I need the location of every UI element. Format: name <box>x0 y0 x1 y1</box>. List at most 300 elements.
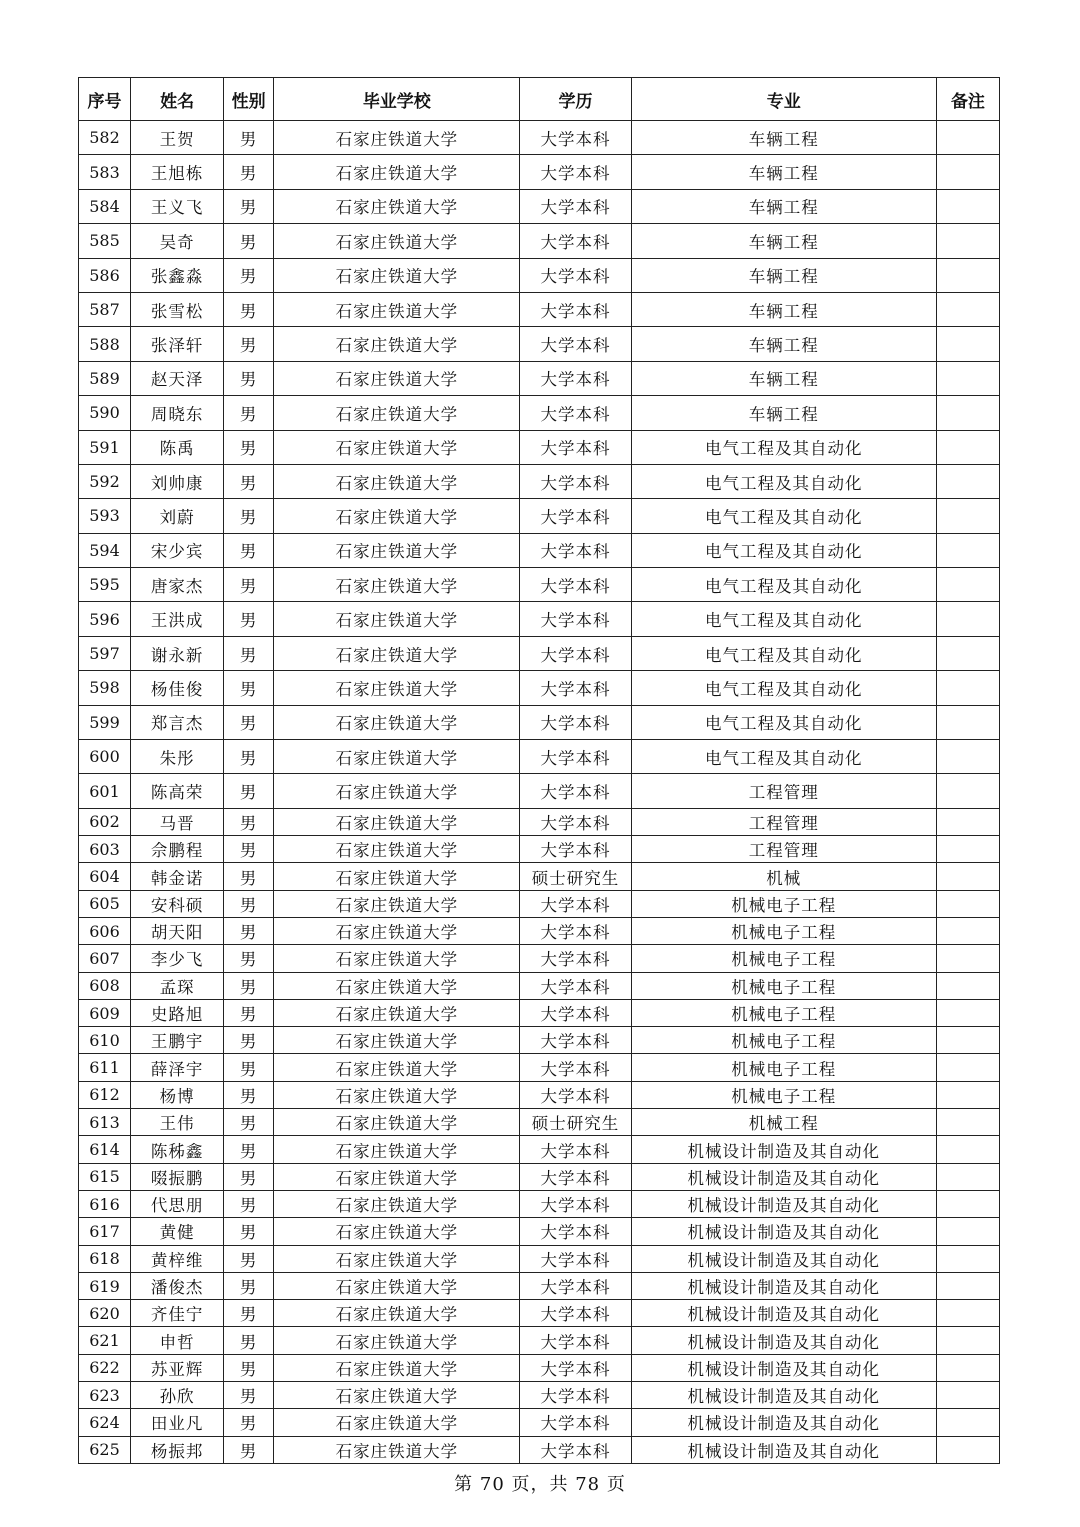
serial-cell: 618 <box>79 1245 131 1272</box>
major-cell: 机械电子工程 <box>631 1081 936 1108</box>
table-row <box>79 774 1000 808</box>
name-cell: 杨佳俊 <box>131 671 224 705</box>
major-cell: 机械电子工程 <box>631 890 936 917</box>
serial-cell: 617 <box>79 1218 131 1245</box>
gender-cell: 男 <box>224 774 274 808</box>
degree-cell: 大学本科 <box>520 327 631 361</box>
school-cell: 石家庄铁道大学 <box>274 1163 520 1190</box>
major-cell: 机械设计制造及其自动化 <box>631 1163 936 1190</box>
name-cell: 张泽轩 <box>131 327 224 361</box>
roster-table <box>78 77 1000 1464</box>
remarks-cell <box>936 1245 999 1272</box>
name-cell: 杨博 <box>131 1081 224 1108</box>
table-row <box>79 1327 1000 1354</box>
gender-cell: 男 <box>224 1136 274 1163</box>
remarks-cell <box>936 945 999 972</box>
name-cell: 王鹏宇 <box>131 1027 224 1054</box>
degree-cell: 大学本科 <box>520 890 631 917</box>
table-row <box>79 1081 1000 1108</box>
major-cell: 机械设计制造及其自动化 <box>631 1354 936 1381</box>
degree-cell: 硕士研究生 <box>520 863 631 890</box>
gender-cell: 男 <box>224 918 274 945</box>
name-cell: 申哲 <box>131 1327 224 1354</box>
degree-cell: 大学本科 <box>520 189 631 223</box>
name-cell: 陈禹 <box>131 430 224 464</box>
major-cell: 机械设计制造及其自动化 <box>631 1327 936 1354</box>
gender-cell: 男 <box>224 1054 274 1081</box>
degree-cell: 大学本科 <box>520 918 631 945</box>
degree-cell: 大学本科 <box>520 499 631 533</box>
serial-cell: 611 <box>79 1054 131 1081</box>
major-cell: 车辆工程 <box>631 327 936 361</box>
serial-cell: 586 <box>79 258 131 292</box>
school-cell: 石家庄铁道大学 <box>274 464 520 498</box>
major-cell: 机械设计制造及其自动化 <box>631 1218 936 1245</box>
remarks-cell <box>936 1218 999 1245</box>
degree-cell: 大学本科 <box>520 430 631 464</box>
serial-cell: 619 <box>79 1272 131 1299</box>
table-row <box>79 705 1000 739</box>
table-row <box>79 1109 1000 1136</box>
school-cell: 石家庄铁道大学 <box>274 1054 520 1081</box>
serial-cell: 591 <box>79 430 131 464</box>
remarks-cell <box>936 224 999 258</box>
school-cell: 石家庄铁道大学 <box>274 189 520 223</box>
school-cell: 石家庄铁道大学 <box>274 155 520 189</box>
table-row <box>79 918 1000 945</box>
remarks-cell <box>936 292 999 326</box>
header-remarks: 备注 <box>936 78 999 121</box>
gender-cell: 男 <box>224 1109 274 1136</box>
remarks-cell <box>936 602 999 636</box>
serial-cell: 599 <box>79 705 131 739</box>
remarks-cell <box>936 258 999 292</box>
serial-cell: 613 <box>79 1109 131 1136</box>
serial-cell: 585 <box>79 224 131 258</box>
gender-cell: 男 <box>224 1272 274 1299</box>
degree-cell: 大学本科 <box>520 1245 631 1272</box>
degree-cell: 大学本科 <box>520 774 631 808</box>
school-cell: 石家庄铁道大学 <box>274 999 520 1026</box>
name-cell: 苏亚辉 <box>131 1354 224 1381</box>
name-cell: 史路旭 <box>131 999 224 1026</box>
major-cell: 机械电子工程 <box>631 918 936 945</box>
remarks-cell <box>936 464 999 498</box>
table-row <box>79 224 1000 258</box>
degree-cell: 大学本科 <box>520 602 631 636</box>
degree-cell: 大学本科 <box>520 1190 631 1217</box>
remarks-cell <box>936 1354 999 1381</box>
school-cell: 石家庄铁道大学 <box>274 705 520 739</box>
gender-cell: 男 <box>224 836 274 863</box>
remarks-cell <box>936 361 999 395</box>
serial-cell: 582 <box>79 121 131 155</box>
degree-cell: 大学本科 <box>520 1300 631 1327</box>
major-cell: 电气工程及其自动化 <box>631 568 936 602</box>
gender-cell: 男 <box>224 292 274 326</box>
degree-cell: 大学本科 <box>520 1327 631 1354</box>
gender-cell: 男 <box>224 972 274 999</box>
table-row <box>79 836 1000 863</box>
degree-cell: 大学本科 <box>520 740 631 774</box>
serial-cell: 594 <box>79 533 131 567</box>
name-cell: 薛泽宇 <box>131 1054 224 1081</box>
remarks-cell <box>936 189 999 223</box>
gender-cell: 男 <box>224 602 274 636</box>
school-cell: 石家庄铁道大学 <box>274 671 520 705</box>
degree-cell: 大学本科 <box>520 671 631 705</box>
degree-cell: 大学本科 <box>520 396 631 430</box>
header-school: 毕业学校 <box>274 78 520 121</box>
degree-cell: 大学本科 <box>520 1382 631 1409</box>
gender-cell: 男 <box>224 671 274 705</box>
gender-cell: 男 <box>224 1354 274 1381</box>
table-row <box>79 430 1000 464</box>
serial-cell: 612 <box>79 1081 131 1108</box>
table-row <box>79 972 1000 999</box>
remarks-cell <box>936 671 999 705</box>
remarks-cell <box>936 155 999 189</box>
table-row <box>79 1300 1000 1327</box>
major-cell: 工程管理 <box>631 808 936 835</box>
school-cell: 石家庄铁道大学 <box>274 292 520 326</box>
gender-cell: 男 <box>224 224 274 258</box>
gender-cell: 男 <box>224 705 274 739</box>
name-cell: 黄梓维 <box>131 1245 224 1272</box>
degree-cell: 大学本科 <box>520 808 631 835</box>
major-cell: 机械电子工程 <box>631 972 936 999</box>
serial-cell: 625 <box>79 1436 131 1463</box>
school-cell: 石家庄铁道大学 <box>274 1272 520 1299</box>
remarks-cell <box>936 1109 999 1136</box>
header-name: 姓名 <box>131 78 224 121</box>
school-cell: 石家庄铁道大学 <box>274 890 520 917</box>
table-row <box>79 1354 1000 1381</box>
remarks-cell <box>936 1300 999 1327</box>
remarks-cell <box>936 890 999 917</box>
serial-cell: 590 <box>79 396 131 430</box>
name-cell: 安科硕 <box>131 890 224 917</box>
name-cell: 周晓东 <box>131 396 224 430</box>
serial-cell: 606 <box>79 918 131 945</box>
table-row <box>79 396 1000 430</box>
major-cell: 电气工程及其自动化 <box>631 499 936 533</box>
name-cell: 马晋 <box>131 808 224 835</box>
remarks-cell <box>936 430 999 464</box>
name-cell: 王旭栋 <box>131 155 224 189</box>
name-cell: 陈秭鑫 <box>131 1136 224 1163</box>
degree-cell: 硕士研究生 <box>520 1109 631 1136</box>
serial-cell: 616 <box>79 1190 131 1217</box>
header-gender: 性别 <box>224 78 274 121</box>
degree-cell: 大学本科 <box>520 636 631 670</box>
table-header <box>79 78 1000 121</box>
degree-cell: 大学本科 <box>520 533 631 567</box>
page-footer: 第 70 页，共 78 页 <box>454 1474 626 1495</box>
serial-cell: 610 <box>79 1027 131 1054</box>
major-cell: 车辆工程 <box>631 361 936 395</box>
remarks-cell <box>936 836 999 863</box>
degree-cell: 大学本科 <box>520 1054 631 1081</box>
remarks-cell <box>936 636 999 670</box>
gender-cell: 男 <box>224 258 274 292</box>
degree-cell: 大学本科 <box>520 464 631 498</box>
gender-cell: 男 <box>224 430 274 464</box>
name-cell: 孟琛 <box>131 972 224 999</box>
remarks-cell <box>936 999 999 1026</box>
gender-cell: 男 <box>224 533 274 567</box>
remarks-cell <box>936 1327 999 1354</box>
table-row <box>79 258 1000 292</box>
school-cell: 石家庄铁道大学 <box>274 396 520 430</box>
table-row <box>79 999 1000 1026</box>
name-cell: 刘帅康 <box>131 464 224 498</box>
major-cell: 电气工程及其自动化 <box>631 705 936 739</box>
major-cell: 机械工程 <box>631 1109 936 1136</box>
gender-cell: 男 <box>224 155 274 189</box>
gender-cell: 男 <box>224 636 274 670</box>
serial-cell: 608 <box>79 972 131 999</box>
degree-cell: 大学本科 <box>520 224 631 258</box>
school-cell: 石家庄铁道大学 <box>274 1081 520 1108</box>
table-row <box>79 1436 1000 1463</box>
table-row <box>79 155 1000 189</box>
table-row <box>79 361 1000 395</box>
remarks-cell <box>936 327 999 361</box>
school-cell: 石家庄铁道大学 <box>274 1027 520 1054</box>
school-cell: 石家庄铁道大学 <box>274 568 520 602</box>
gender-cell: 男 <box>224 945 274 972</box>
degree-cell: 大学本科 <box>520 999 631 1026</box>
remarks-cell <box>936 396 999 430</box>
degree-cell: 大学本科 <box>520 972 631 999</box>
major-cell: 电气工程及其自动化 <box>631 740 936 774</box>
degree-cell: 大学本科 <box>520 705 631 739</box>
name-cell: 啜振鹏 <box>131 1163 224 1190</box>
serial-cell: 605 <box>79 890 131 917</box>
major-cell: 机械设计制造及其自动化 <box>631 1190 936 1217</box>
remarks-cell <box>936 1190 999 1217</box>
degree-cell: 大学本科 <box>520 836 631 863</box>
table-row <box>79 602 1000 636</box>
table-row <box>79 568 1000 602</box>
remarks-cell <box>936 121 999 155</box>
table-row <box>79 189 1000 223</box>
remarks-cell <box>936 1081 999 1108</box>
school-cell: 石家庄铁道大学 <box>274 1190 520 1217</box>
school-cell: 石家庄铁道大学 <box>274 808 520 835</box>
name-cell: 唐家杰 <box>131 568 224 602</box>
serial-cell: 588 <box>79 327 131 361</box>
name-cell: 王义飞 <box>131 189 224 223</box>
major-cell: 车辆工程 <box>631 224 936 258</box>
remarks-cell <box>936 499 999 533</box>
remarks-cell <box>936 863 999 890</box>
serial-cell: 601 <box>79 774 131 808</box>
serial-cell: 622 <box>79 1354 131 1381</box>
name-cell: 孙欣 <box>131 1382 224 1409</box>
table-row <box>79 533 1000 567</box>
school-cell: 石家庄铁道大学 <box>274 918 520 945</box>
major-cell: 工程管理 <box>631 774 936 808</box>
remarks-cell <box>936 1382 999 1409</box>
school-cell: 石家庄铁道大学 <box>274 533 520 567</box>
gender-cell: 男 <box>224 499 274 533</box>
name-cell: 齐佳宁 <box>131 1300 224 1327</box>
table-row <box>79 1163 1000 1190</box>
school-cell: 石家庄铁道大学 <box>274 836 520 863</box>
header-row <box>79 78 1000 121</box>
serial-cell: 620 <box>79 1300 131 1327</box>
degree-cell: 大学本科 <box>520 1354 631 1381</box>
name-cell: 吴奇 <box>131 224 224 258</box>
remarks-cell <box>936 740 999 774</box>
major-cell: 车辆工程 <box>631 155 936 189</box>
school-cell: 石家庄铁道大学 <box>274 863 520 890</box>
school-cell: 石家庄铁道大学 <box>274 636 520 670</box>
table-row <box>79 292 1000 326</box>
major-cell: 机械设计制造及其自动化 <box>631 1382 936 1409</box>
table-row <box>79 636 1000 670</box>
serial-cell: 614 <box>79 1136 131 1163</box>
gender-cell: 男 <box>224 1081 274 1108</box>
degree-cell: 大学本科 <box>520 1436 631 1463</box>
serial-cell: 607 <box>79 945 131 972</box>
school-cell: 石家庄铁道大学 <box>274 1436 520 1463</box>
gender-cell: 男 <box>224 189 274 223</box>
table-row <box>79 863 1000 890</box>
table-row <box>79 808 1000 835</box>
table-row <box>79 671 1000 705</box>
name-cell: 朱彤 <box>131 740 224 774</box>
major-cell: 机械设计制造及其自动化 <box>631 1136 936 1163</box>
table-row <box>79 1027 1000 1054</box>
remarks-cell <box>936 1027 999 1054</box>
degree-cell: 大学本科 <box>520 568 631 602</box>
table-row <box>79 464 1000 498</box>
serial-cell: 583 <box>79 155 131 189</box>
major-cell: 电气工程及其自动化 <box>631 602 936 636</box>
name-cell: 谢永新 <box>131 636 224 670</box>
school-cell: 石家庄铁道大学 <box>274 1354 520 1381</box>
degree-cell: 大学本科 <box>520 1409 631 1436</box>
serial-cell: 596 <box>79 602 131 636</box>
school-cell: 石家庄铁道大学 <box>274 1327 520 1354</box>
major-cell: 机械电子工程 <box>631 1027 936 1054</box>
gender-cell: 男 <box>224 1218 274 1245</box>
school-cell: 石家庄铁道大学 <box>274 1300 520 1327</box>
gender-cell: 男 <box>224 327 274 361</box>
remarks-cell <box>936 1136 999 1163</box>
gender-cell: 男 <box>224 1245 274 1272</box>
school-cell: 石家庄铁道大学 <box>274 499 520 533</box>
serial-cell: 592 <box>79 464 131 498</box>
remarks-cell <box>936 918 999 945</box>
name-cell: 杨振邦 <box>131 1436 224 1463</box>
name-cell: 潘俊杰 <box>131 1272 224 1299</box>
degree-cell: 大学本科 <box>520 1081 631 1108</box>
gender-cell: 男 <box>224 1327 274 1354</box>
school-cell: 石家庄铁道大学 <box>274 1109 520 1136</box>
school-cell: 石家庄铁道大学 <box>274 1136 520 1163</box>
table-row <box>79 1054 1000 1081</box>
school-cell: 石家庄铁道大学 <box>274 361 520 395</box>
table-body <box>79 121 1000 1464</box>
table-row <box>79 499 1000 533</box>
remarks-cell <box>936 774 999 808</box>
remarks-cell <box>936 568 999 602</box>
major-cell: 车辆工程 <box>631 292 936 326</box>
major-cell: 车辆工程 <box>631 396 936 430</box>
serial-cell: 595 <box>79 568 131 602</box>
name-cell: 胡天阳 <box>131 918 224 945</box>
gender-cell: 男 <box>224 361 274 395</box>
degree-cell: 大学本科 <box>520 292 631 326</box>
degree-cell: 大学本科 <box>520 1027 631 1054</box>
degree-cell: 大学本科 <box>520 1136 631 1163</box>
name-cell: 韩金诺 <box>131 863 224 890</box>
serial-cell: 621 <box>79 1327 131 1354</box>
major-cell: 机械电子工程 <box>631 999 936 1026</box>
school-cell: 石家庄铁道大学 <box>274 327 520 361</box>
table-row <box>79 945 1000 972</box>
header-degree: 学历 <box>520 78 631 121</box>
name-cell: 宋少宾 <box>131 533 224 567</box>
gender-cell: 男 <box>224 890 274 917</box>
major-cell: 车辆工程 <box>631 189 936 223</box>
major-cell: 电气工程及其自动化 <box>631 636 936 670</box>
table-row <box>79 1136 1000 1163</box>
major-cell: 电气工程及其自动化 <box>631 430 936 464</box>
serial-cell: 623 <box>79 1382 131 1409</box>
name-cell: 王洪成 <box>131 602 224 636</box>
header-major: 专业 <box>631 78 936 121</box>
degree-cell: 大学本科 <box>520 1272 631 1299</box>
gender-cell: 男 <box>224 1027 274 1054</box>
table-row <box>79 890 1000 917</box>
table-row <box>79 121 1000 155</box>
gender-cell: 男 <box>224 1300 274 1327</box>
major-cell: 机械设计制造及其自动化 <box>631 1245 936 1272</box>
major-cell: 工程管理 <box>631 836 936 863</box>
degree-cell: 大学本科 <box>520 1163 631 1190</box>
major-cell: 车辆工程 <box>631 121 936 155</box>
gender-cell: 男 <box>224 1436 274 1463</box>
name-cell: 王贺 <box>131 121 224 155</box>
school-cell: 石家庄铁道大学 <box>274 224 520 258</box>
school-cell: 石家庄铁道大学 <box>274 602 520 636</box>
name-cell: 田业凡 <box>131 1409 224 1436</box>
gender-cell: 男 <box>224 568 274 602</box>
gender-cell: 男 <box>224 999 274 1026</box>
gender-cell: 男 <box>224 863 274 890</box>
name-cell: 黄健 <box>131 1218 224 1245</box>
gender-cell: 男 <box>224 464 274 498</box>
school-cell: 石家庄铁道大学 <box>274 945 520 972</box>
table-row <box>79 327 1000 361</box>
table-row <box>79 1218 1000 1245</box>
gender-cell: 男 <box>224 1409 274 1436</box>
remarks-cell <box>936 808 999 835</box>
gender-cell: 男 <box>224 1382 274 1409</box>
degree-cell: 大学本科 <box>520 945 631 972</box>
table-row <box>79 1409 1000 1436</box>
major-cell: 电气工程及其自动化 <box>631 671 936 705</box>
degree-cell: 大学本科 <box>520 155 631 189</box>
header-serial: 序号 <box>79 78 131 121</box>
name-cell: 张鑫淼 <box>131 258 224 292</box>
school-cell: 石家庄铁道大学 <box>274 121 520 155</box>
